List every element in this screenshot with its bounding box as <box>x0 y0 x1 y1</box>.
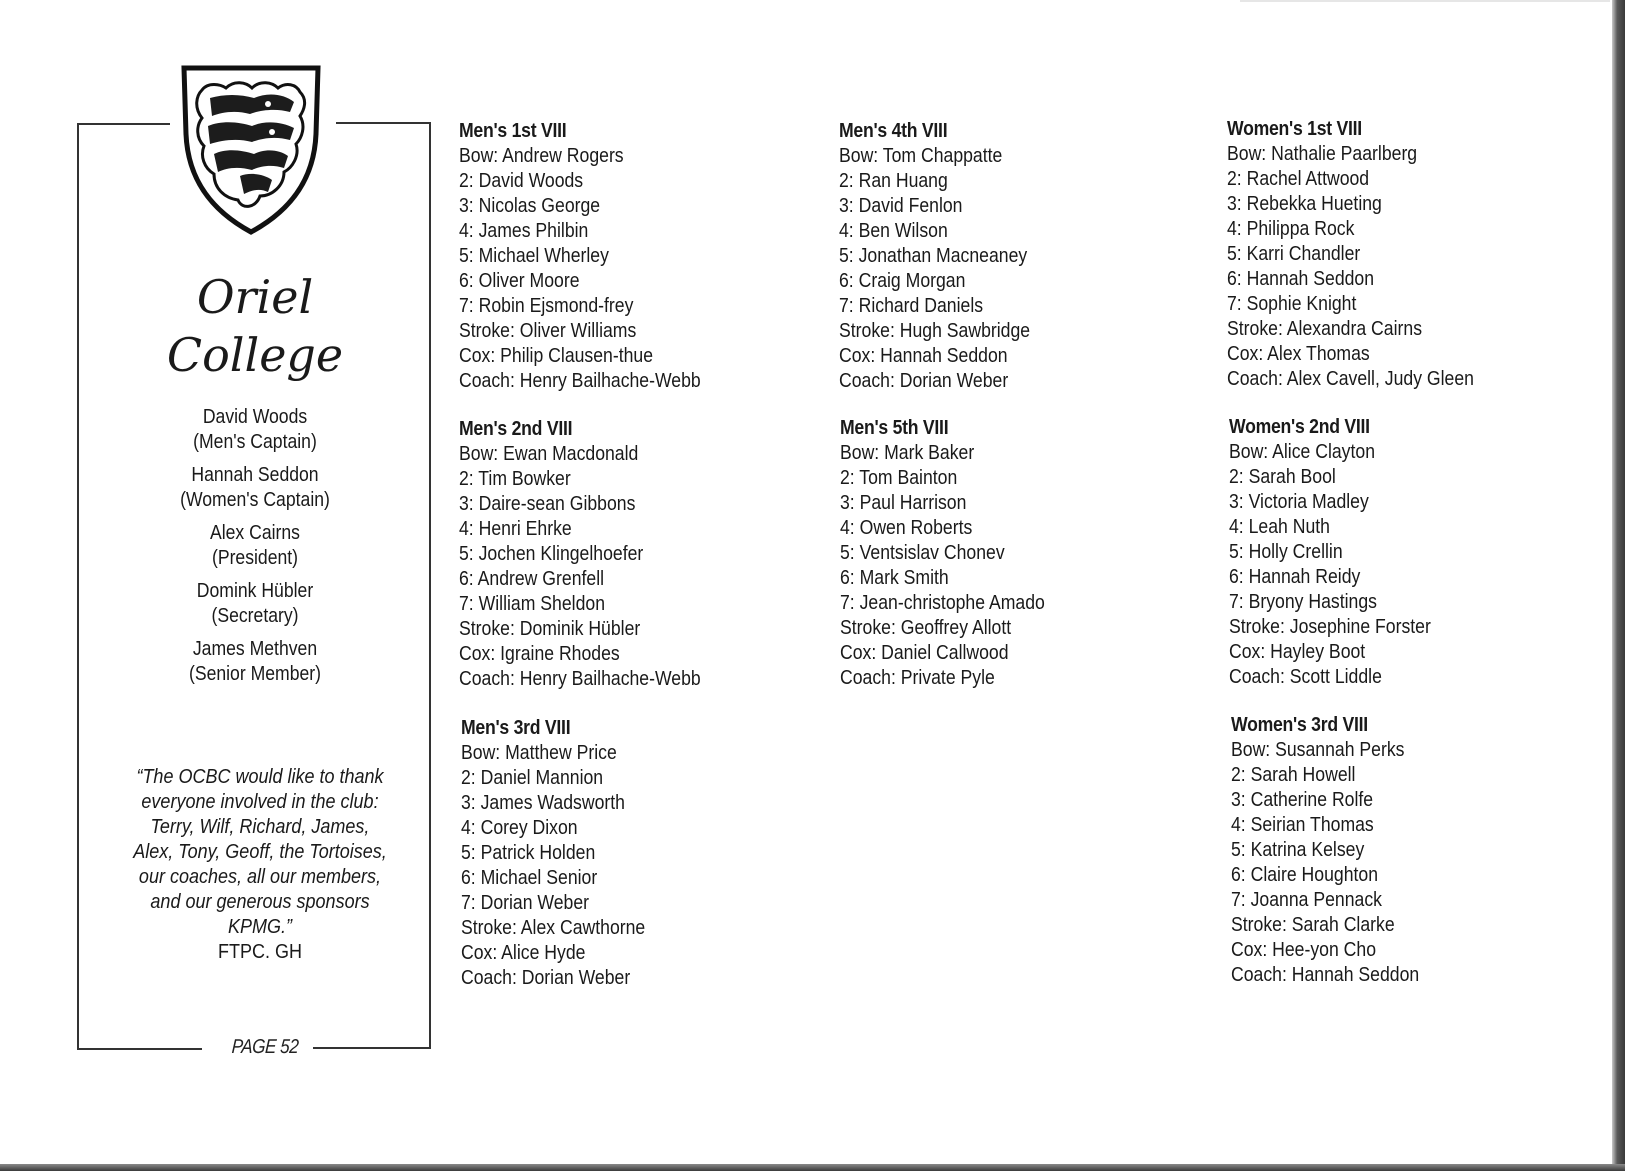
crew-womens-1st-viii <box>1227 116 1474 391</box>
crew-cox: Cox: Igraine Rhodes <box>459 642 620 665</box>
page-number: PAGE 52 <box>231 1036 300 1058</box>
frame-top-right-line <box>336 122 431 124</box>
quote-line: Terry, Wilf, Richard, James, <box>150 816 370 838</box>
crew-seat-7: 7: Richard Daniels <box>839 294 984 317</box>
quote-line: KPMG.” <box>227 916 293 938</box>
crew-seat-2: 2: David Woods <box>459 169 584 192</box>
scan-edge-top <box>1240 0 1610 2</box>
crew-cox: Cox: Hee-yon Cho <box>1231 938 1377 961</box>
quote-line: everyone involved in the club: <box>141 791 379 813</box>
crew-seat-4: 4: Owen Roberts <box>840 516 973 539</box>
crew-seat-4: 4: Leah Nuth <box>1229 515 1330 538</box>
crew-seat-3: 3: David Fenlon <box>839 194 963 217</box>
crew-cox: Cox: Alex Thomas <box>1227 342 1370 365</box>
thanks-quote <box>112 765 409 965</box>
crew-seat-2: 2: Rachel Attwood <box>1227 167 1370 190</box>
officer-role: (Secretary) <box>211 605 299 627</box>
frame-top-left-line <box>77 123 170 125</box>
crew-bow: Bow: Ewan Macdonald <box>459 442 639 465</box>
officer-mens-captain <box>101 405 409 455</box>
crew-seat-7: 7: Sophie Knight <box>1227 292 1357 315</box>
crew-seat-4: 4: Henri Ehrke <box>459 517 572 540</box>
crew-seat-6: 6: Hannah Reidy <box>1229 565 1361 588</box>
crew-title: Men's 1st VIII <box>459 119 567 142</box>
officer-senior-member <box>101 637 409 687</box>
crew-stroke: Stroke: Alexandra Cairns <box>1227 317 1423 340</box>
crew-coach: Coach: Dorian Weber <box>461 966 631 989</box>
crew-title: Men's 4th VIII <box>839 119 948 142</box>
scan-edge-bottom <box>0 1164 1625 1171</box>
crew-seat-6: 6: Craig Morgan <box>839 269 966 292</box>
crew-bow: Bow: Matthew Price <box>461 741 617 764</box>
crew-cox: Cox: Alice Hyde <box>461 941 586 964</box>
crew-seat-2: 2: Tom Bainton <box>840 466 958 489</box>
officer-role: (Women's Captain) <box>180 489 330 511</box>
crew-bow: Bow: Nathalie Paarlberg <box>1227 142 1418 165</box>
crew-seat-3: 3: James Wadsworth <box>461 791 625 814</box>
crew-bow: Bow: Alice Clayton <box>1229 440 1376 463</box>
crew-seat-6: 6: Oliver Moore <box>459 269 580 292</box>
crew-mens-5th-viii <box>840 415 1045 690</box>
crew-bow: Bow: Mark Baker <box>840 441 975 464</box>
crew-mens-4th-viii <box>839 118 1030 393</box>
crew-seat-5: 5: Patrick Holden <box>461 841 596 864</box>
crew-mens-2nd-viii <box>459 416 701 691</box>
officer-role: (Senior Member) <box>188 663 322 685</box>
crew-seat-4: 4: Ben Wilson <box>839 219 948 242</box>
crew-coach: Coach: Private Pyle <box>840 666 995 689</box>
shield-crest-icon <box>180 64 322 236</box>
college-name-line2: College <box>166 328 344 382</box>
crew-seat-7: 7: Bryony Hastings <box>1229 590 1377 613</box>
crew-coach: Coach: Hannah Seddon <box>1231 963 1420 986</box>
crew-seat-5: 5: Holly Crellin <box>1229 540 1343 563</box>
crew-coach: Coach: Scott Liddle <box>1229 665 1382 688</box>
crew-seat-2: 2: Sarah Howell <box>1231 763 1356 786</box>
crew-coach: Coach: Henry Bailhache-Webb <box>459 667 701 690</box>
crew-title: Women's 2nd VIII <box>1229 415 1370 438</box>
officer-role: (Men's Captain) <box>193 431 317 453</box>
crew-coach: Coach: Henry Bailhache-Webb <box>459 369 701 392</box>
quote-line: “The OCBC would like to thank <box>136 766 384 788</box>
crew-coach: Coach: Alex Cavell, Judy Gleen <box>1227 367 1474 390</box>
crew-cox: Cox: Philip Clausen-thue <box>459 344 654 367</box>
scan-edge-right <box>1612 0 1625 1171</box>
crew-title: Men's 2nd VIII <box>459 417 573 440</box>
frame-bottom-left-line <box>77 1048 202 1050</box>
crew-seat-5: 5: Jochen Klingelhoefer <box>459 542 644 565</box>
officer-role: (President) <box>211 547 299 569</box>
crew-womens-2nd-viii <box>1229 414 1431 689</box>
crew-mens-1st-viii <box>459 118 701 393</box>
crew-seat-3: 3: Rebekka Hueting <box>1227 192 1382 215</box>
frame-right-line <box>429 122 431 1048</box>
crew-stroke: Stroke: Sarah Clarke <box>1231 913 1395 936</box>
crew-seat-5: 5: Katrina Kelsey <box>1231 838 1365 861</box>
crew-seat-5: 5: Michael Wherley <box>459 244 609 267</box>
crew-seat-3: 3: Catherine Rolfe <box>1231 788 1374 811</box>
crew-title: Men's 3rd VIII <box>461 716 571 739</box>
crew-title: Men's 5th VIII <box>840 416 949 439</box>
crew-seat-6: 6: Andrew Grenfell <box>459 567 605 590</box>
officers-list <box>101 405 409 695</box>
crew-stroke: Stroke: Dominik Hübler <box>459 617 641 640</box>
crew-cox: Cox: Daniel Callwood <box>840 641 1009 664</box>
crew-seat-6: 6: Michael Senior <box>461 866 598 889</box>
crew-seat-3: 3: Nicolas George <box>459 194 601 217</box>
crew-stroke: Stroke: Alex Cawthorne <box>461 916 646 939</box>
crew-seat-7: 7: Jean-christophe Amado <box>840 591 1045 614</box>
crew-seat-4: 4: Philippa Rock <box>1227 217 1355 240</box>
crew-seat-4: 4: Corey Dixon <box>461 816 578 839</box>
crew-seat-4: 4: Seirian Thomas <box>1231 813 1374 836</box>
crew-seat-2: 2: Ran Huang <box>839 169 948 192</box>
crew-stroke: Stroke: Josephine Forster <box>1229 615 1431 638</box>
college-name-line1: Oriel <box>196 270 314 324</box>
quote-line: and our generous sponsors <box>150 891 370 913</box>
crew-seat-7: 7: Dorian Weber <box>461 891 590 914</box>
frame-left-line <box>77 123 79 1049</box>
crew-seat-6: 6: Hannah Seddon <box>1227 267 1375 290</box>
quote-line: Alex, Tony, Geoff, the Tortoises, <box>133 841 387 863</box>
crew-stroke: Stroke: Oliver Williams <box>459 319 637 342</box>
crew-title: Women's 1st VIII <box>1227 117 1362 140</box>
crew-seat-5: 5: Jonathan Macneaney <box>839 244 1028 267</box>
crew-cox: Cox: Hannah Seddon <box>839 344 1008 367</box>
officer-womens-captain <box>101 463 409 513</box>
officer-name: James Methven <box>192 638 318 660</box>
crew-seat-7: 7: Robin Ejsmond-frey <box>459 294 634 317</box>
crew-seat-5: 5: Karri Chandler <box>1227 242 1361 265</box>
crew-womens-3rd-viii <box>1231 712 1419 987</box>
quote-line: our coaches, all our members, <box>138 866 382 888</box>
officer-name: Domink Hübler <box>196 580 314 602</box>
officer-name: Hannah Seddon <box>191 464 319 486</box>
officer-secretary <box>101 579 409 629</box>
crew-stroke: Stroke: Hugh Sawbridge <box>839 319 1031 342</box>
crew-seat-7: 7: Joanna Pennack <box>1231 888 1382 911</box>
crew-cox: Cox: Hayley Boot <box>1229 640 1366 663</box>
crew-bow: Bow: Susannah Perks <box>1231 738 1405 761</box>
crew-coach: Coach: Dorian Weber <box>839 369 1009 392</box>
officer-name: David Woods <box>202 406 308 428</box>
crew-seat-2: 2: Daniel Mannion <box>461 766 604 789</box>
crew-seat-4: 4: James Philbin <box>459 219 589 242</box>
crew-stroke: Stroke: Geoffrey Allott <box>840 616 1012 639</box>
crew-seat-3: 3: Paul Harrison <box>840 491 967 514</box>
crew-title: Women's 3rd VIII <box>1231 713 1368 736</box>
crew-seat-2: 2: Sarah Bool <box>1229 465 1336 488</box>
crew-seat-6: 6: Claire Houghton <box>1231 863 1379 886</box>
crew-seat-3: 3: Daire-sean Gibbons <box>459 492 636 515</box>
crew-bow: Bow: Andrew Rogers <box>459 144 624 167</box>
frame-bottom-right-line <box>313 1047 431 1049</box>
crew-seat-7: 7: William Sheldon <box>459 592 605 615</box>
officer-name: Alex Cairns <box>209 522 300 544</box>
crew-seat-3: 3: Victoria Madley <box>1229 490 1369 513</box>
officer-president <box>101 521 409 571</box>
crew-mens-3rd-viii <box>461 715 645 990</box>
quote-signature: FTPC. GH <box>217 941 303 963</box>
crew-seat-6: 6: Mark Smith <box>840 566 949 589</box>
crew-seat-2: 2: Tim Bowker <box>459 467 571 490</box>
crew-bow: Bow: Tom Chappatte <box>839 144 1003 167</box>
crew-seat-5: 5: Ventsislav Chonev <box>840 541 1005 564</box>
